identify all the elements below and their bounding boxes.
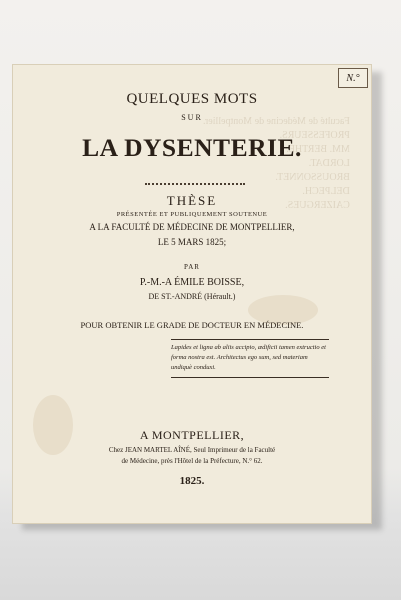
title-page <box>12 64 372 524</box>
printer-line-1: Chez JEAN MARTEL AÎNÉ, Seul Imprimeur de la Faculté <box>108 446 276 454</box>
ornamental-rule <box>145 183 245 185</box>
faculte-line: A LA FACULTÉ DE MÉDECINE DE MONTPELLIER, <box>89 222 295 232</box>
imprint-year: 1825. <box>179 475 205 487</box>
title-line-2: SUR <box>181 113 203 122</box>
printer-line-2: de Médecine, près l'Hôtel de la Préfecture, N.° 62. <box>121 457 263 465</box>
author-name: P.-M.-A ÉMILE BOISSE, <box>139 277 245 288</box>
imprint-city: A MONTPELLIER, <box>139 428 245 442</box>
presentee-line: PRÉSENTÉE ET PUBLIQUEMENT SOUTENUE <box>116 211 268 218</box>
author-origin: DE ST.-ANDRÉ (Hérault.) <box>148 292 236 301</box>
these-heading: THÈSE <box>166 193 218 208</box>
main-title: LA DYSENTERIE. <box>82 135 302 162</box>
par-line: PAR <box>184 263 200 271</box>
degree-purpose: POUR OBTENIR LE GRADE DE DOCTEUR EN MÉDECINE. <box>80 320 304 330</box>
lot-number-label: N.° <box>338 68 368 88</box>
show-through-text: Faculté de Médecine de Montpellier. PROFESSEURS. MM. BERTHE. LORDAT. BROUSSONNET. DELPECH. CAIZERGUES. <box>203 116 350 211</box>
epigraph-quote: Lapides et ligna ab aliis accipio, ædificii tamen extructio et forma nostra est. Architectus ego sum, sed materiam undiquè conduxi. <box>171 339 329 378</box>
date-line: LE 5 MARS 1825; <box>157 237 227 247</box>
title-line-1: QUELQUES MOTS <box>126 91 258 107</box>
